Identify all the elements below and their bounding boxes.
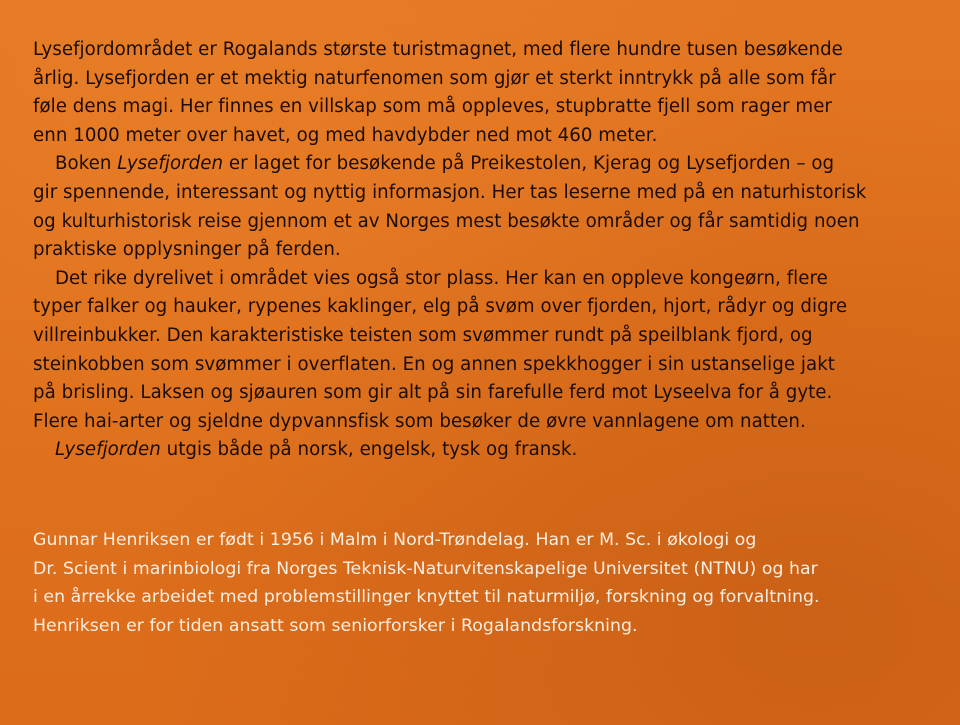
description-paragraph-1: [33, 36, 933, 150]
text-line: Gunnar Henriksen er født i 1956 i Malm i Nord-Trøndelag. Han er M. Sc. i økologi og: [33, 530, 757, 550]
book-description: [33, 36, 933, 465]
text-line: [33, 436, 933, 465]
text-line: Flere hai-arter og sjeldne dypvannsfisk som besøker de øvre vannlagene om natten.: [33, 410, 806, 432]
text-line: [33, 150, 933, 179]
book-title-italic: Lysefjorden: [117, 153, 224, 175]
description-paragraph-2: [33, 150, 933, 264]
text-line: Henriksen er for tiden ansatt som seniorforsker i Rogalandsforskning.: [33, 615, 638, 636]
text-line: praktiske opplysninger på ferden.: [33, 239, 341, 261]
text-line: gir spennende, interessant og nyttig informasjon. Her tas leserne med på en naturhistorisk: [33, 181, 867, 203]
text-line: Det rike dyrelivet i området vies også stor plass. Her kan en oppleve kongeørn, flere: [55, 267, 828, 289]
text-fragment: utgis både på norsk, engelsk, tysk og fransk.: [160, 439, 578, 461]
text-line: steinkobben som svømmer i overflaten. En og annen spekkhogger i sin ustanselige jakt: [33, 353, 835, 375]
text-line: typer falker og hauker, rypenes kaklinger, elg på svøm over fjorden, hjort, rådyr og digre: [33, 296, 848, 318]
text-line: og kulturhistorisk reise gjennom et av Norges mest besøkte områder og får samtidig noen: [33, 210, 860, 232]
text-line: Lysefjordområdet er Rogalands største turistmagnet, med flere hundre tusen besøkende: [33, 39, 843, 60]
text-fragment: Boken: [55, 153, 118, 175]
text-line: Dr. Scient i marinbiologi fra Norges Teknisk-Naturvitenskapelige Universitet (NTNU) og har: [33, 558, 818, 579]
text-line: enn 1000 meter over havet, og med havdybder ned mot 460 meter.: [33, 124, 658, 146]
author-bio: [33, 526, 933, 640]
text-line: føle dens magi. Her finnes en villskap som må oppleves, stupbratte fjell som rager mer: [33, 96, 832, 118]
text-fragment: er laget for besøkende på Preikestolen, Kjerag og Lysefjorden – og: [223, 153, 835, 175]
text-line: villreinbukker. Den karakteristiske teisten som svømmer rundt på speilblank fjord, og: [33, 324, 813, 346]
text-line: på brisling. Laksen og sjøauren som gir alt på sin farefulle ferd mot Lyseelva for å gyte.: [33, 382, 833, 404]
description-paragraph-4: [33, 436, 933, 465]
book-title-italic: Lysefjorden: [55, 439, 161, 461]
text-line: i en årrekke arbeidet med problemstillinger knyttet til naturmiljø, forskning og forvaltning.: [33, 587, 820, 608]
text-line: årlig. Lysefjorden er et mektig naturfenomen som gjør et sterkt inntrykk på alle som får: [33, 67, 836, 89]
description-paragraph-3: [33, 265, 933, 437]
